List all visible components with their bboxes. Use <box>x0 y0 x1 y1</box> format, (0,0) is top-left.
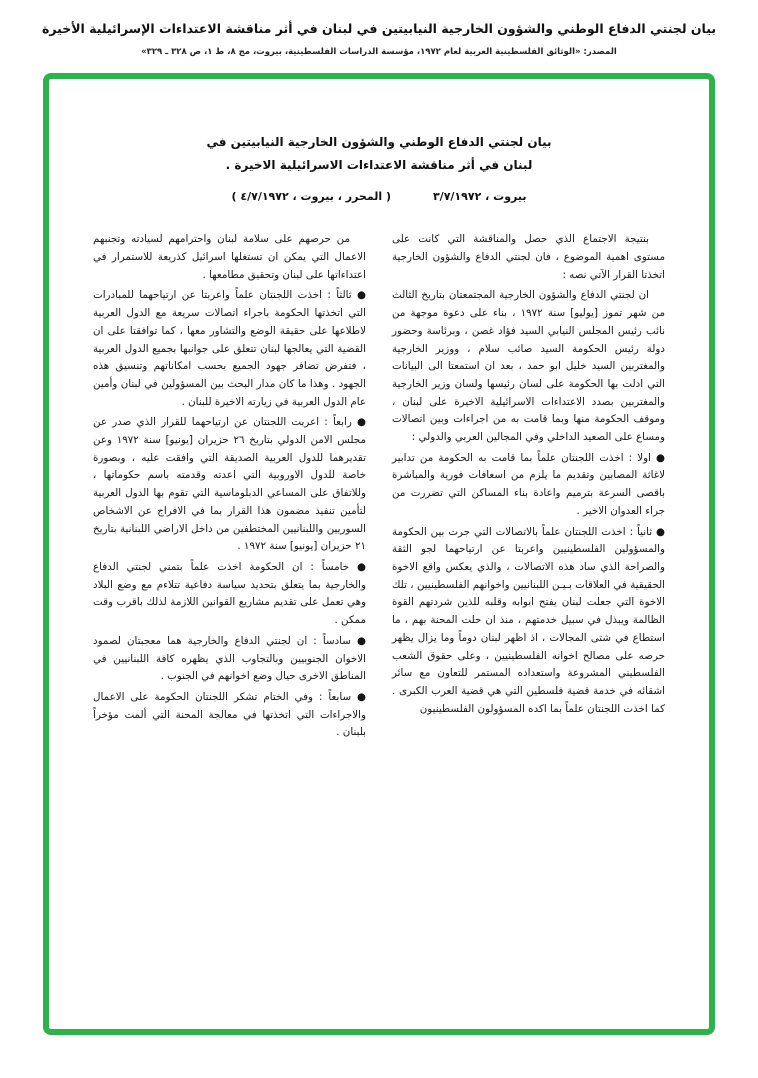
document-title-line2: لبنان في أثر مناقشة الاعتداءات الاسرائيلية الاخيرة . <box>225 157 533 172</box>
text-columns <box>93 231 665 745</box>
paragraph: ● خامساً : ان الحكومة اخذت علماً بتمني لجنتي الدفاع والخارجية بما يتعلق بتحديد سياسة دفاعية تتلاءم مع وضع البلاد وهي تعمل على تقديم مشاريع القوانين اللازمة لذلك باقرب وقت ممكن . <box>93 561 366 627</box>
document-frame <box>43 73 715 1035</box>
paragraph: بنتيجة الاجتماع الذي حصل والمناقشة التي كانت على مستوى اهمية الموضوع ، فان لجنتي الدفاع والشؤون الخارجية اتخذتا القرار الآتي نصه : <box>392 233 665 281</box>
paragraph: ● ثالثاً : اخذت اللجنتان علماً واعربتا عن ارتياحهما للمبادرات التي اتخذتها الحكومة باجراء اتصالات سريعة مع الدول العربية لاطلاعها على حقيقة الوضع والتشاور معها ، كما توافقتا على ان القضية التي يعالجها لبنان تتعلق على جوانبها بجميع الدول العربية ، فتفرض تضافر جهود الجميع بحسب امكاناتهم وتنسيق هذه الجهود . وهذا ما كان مدار البحث بين المسؤولين في لبنان وأمين عام الدول العربية في زيارته الاخيرة للبنان . <box>93 289 366 408</box>
paragraph: ● رابعاً : اعربت اللجنتان عن ارتياحهما للقرار الذي صدر عن مجلس الامن الدولي بتاريخ ٢٦ حزيران [يونيو] سنة ١٩٧٢ وعن تقديرهما للدول العربية الصديقة التي وافقت عليه ، وبصورة خاصة للدول الاوروبية التي اعدته وقدمته باسم حكوماتها ، وللاتفاق على المساعي الدبلوماسية التي تقوم بها الدول العربية لتأمين تنفيذ مضمون هذا القرار بما في الافراج عن الاشخاص السوريين واللبنانيين المختطفين من داخل الاراضي اللبنانية بتاريخ ٢١ حزيران [يونيو] سنة ١٩٧٢ . <box>93 416 366 553</box>
paragraph: ● اولا : اخذت اللجنتان علماً بما قامت به الحكومة من تدابير لاغاثة المصابين وتقديم ما يلزم من اسعافات فورية والمباشرة باقصى السرعة بترميم واعادة بناء المساكن التي تضررت من جراء العدوان الاخير . <box>392 451 665 517</box>
document-title <box>189 131 569 177</box>
column-left <box>93 231 366 745</box>
document-title-line1: بيان لجنتي الدفاع الوطني والشؤون الخارجية النيابيتين في <box>206 134 552 149</box>
source-citation: المصدر: «الوثائق الفلسطينية العربية لعام ١٩٧٢، مؤسسة الدراسات الفلسطينية، بيروت، مج ٨، ط ١، ص ٣٢٨ ـ ٣٢٩» <box>141 46 617 57</box>
dateline-place-date: بيروت ، ٣/٧/١٩٧٢ <box>432 190 527 204</box>
document-dateline <box>93 190 665 203</box>
paragraph: ● ثانياً : اخذت اللجنتان علماً بالاتصالات التي جرت بين الحكومة والمسؤولين الفلسطينيين واعربتا عن ارتياحهما لجو الثقة والصراحة الذي ساد هذه الاتصالات ، والذي يعكس واقع الاخوة الحقيقية في العلاقات بـيـن اللبنانيين واخوانهم الفلسطينيين ، تلك الاخوة التي جعلت لبنان يفتح ابوابه وقلبه للذين شردتهم القوة الظالمة ويبذل في سبيل خدمتهم ، منذ ان حلت المحنة بهم ، ما استطاع في شتى المجالات ، اذ اظهر لبنان دوماً وما يزال يظهر حرصه على مصالح اخوانه الفلسطينيين ، وعلى حقوق الشعب الفلسطيني المشروعة واستعداده المستمر للتعاون مع سائر اشقائه في خدمة قضية فلسطين التي هي قضية العرب الكبرى . كما اخذت اللجنتان علماً بما اكده المسؤولون الفلسطينيون <box>392 525 665 715</box>
page-header <box>0 0 758 57</box>
paragraph: ● سادساً : ان لجنتي الدفاع والخارجية هما معجبتان لصمود الاخوان الجنوبيين وبالتجاوب الذي يظهره كافة اللبنانيين في المناطق الاخرى حيال وضع اخوانهم في الجنوب . <box>93 634 366 683</box>
page-title: بيان لجنتي الدفاع الوطني والشؤون الخارجية النيابيتين في لبنان في أثر مناقشة الاعتداءات الإسرائيلية الأخيرة <box>41 21 717 36</box>
dateline-publisher: ( المحرر ، بيروت ، ٤/٧/١٩٧٢ ) <box>231 190 391 204</box>
paragraph: من حرصهم على سلامة لبنان واحترامهم لسيادته وتجنبهم الاعمال التي يمكن ان تستغلها اسرائيل كذريعة للاستمرار في اعتداءاتها على لبنان وتحقيق مطامعها . <box>93 233 366 281</box>
paragraph: ان لجنتي الدفاع والشؤون الخارجية المجتمعتان بتاريخ الثالث من شهر تموز [يوليو] سنة ١٩٧٢ ، بناء على دعوة موجهة من نائب رئيس المجلس النيابي السيد فؤاد غصن ، وبرئاسة وحضور دولة رئيس الحكومة السيد صائب سلام ، ووزير الخارجية والمغتربين السيد خليل ابو حمد ، بعد ان استمعتا الى البيانات التي ادلت بها الحكومة على لسان رئيسها ولسان وزير الخارجية والمغتربين بصدد الاعتداءات الاسرائيلية الاخيرة على لبنان ، وموقف الحكومة منها وبما قامت به من اجراءات وبين اتصالات ومساع على الصعيد الداخلي وفي المجالين العربي والدولي : <box>392 289 665 444</box>
paragraph: ● سابعاً : وفي الختام تشكر اللجنتان الحكومة على الاعمال والاجراءات التي اتخذتها في معالجة المحنة التي ألمت مؤخراً بلبنان . <box>93 690 366 739</box>
column-right <box>392 231 665 745</box>
document-page <box>49 79 709 1029</box>
